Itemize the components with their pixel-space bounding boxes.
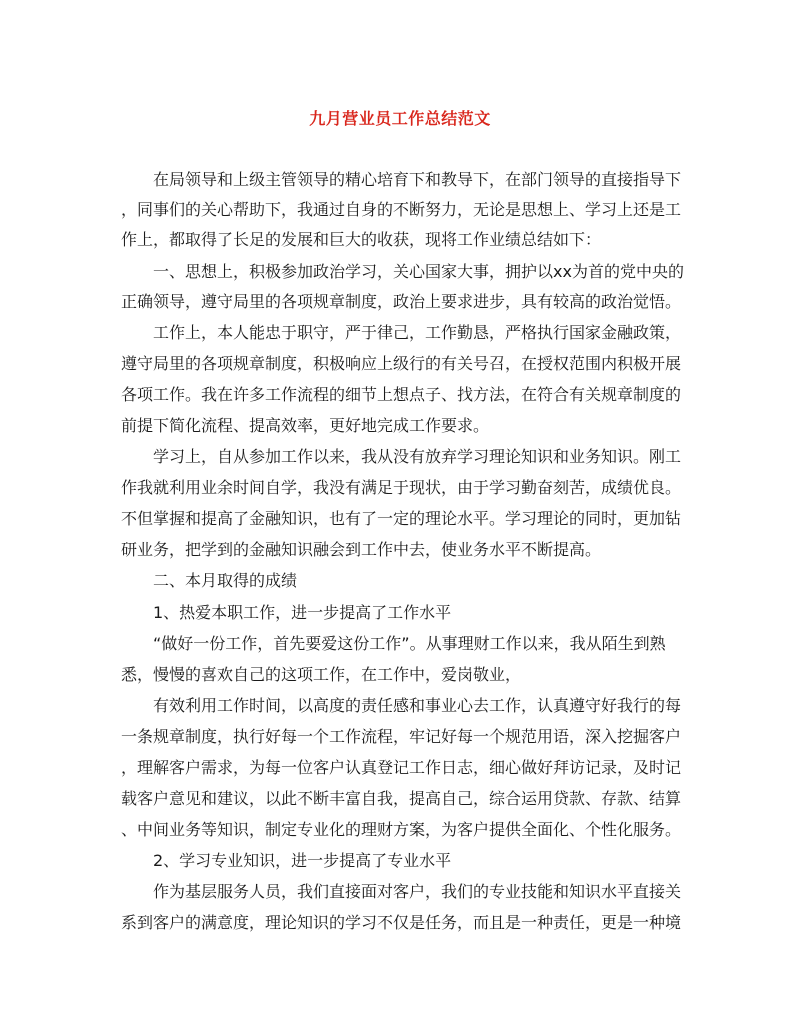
body-line-10: 学习上，自从参加工作以来，我从没有放弃学习理论知识和业务知识。刚工 [121, 447, 682, 466]
body-line-18: 有效利用工作时间，以高度的责任感和事业心去工作，认真遵守好我行的每 [121, 696, 682, 715]
body-line-5: 正确领导，遵守局里的各项规章制度，政治上要求进步，具有较高的政治觉悟。 [121, 292, 682, 311]
document-title: 九月营业员工作总结范文 [309, 109, 491, 128]
body-line-3: 作上，都取得了长足的发展和巨大的收获，现将工作业绩总结如下： [121, 230, 602, 249]
body-line-24: 作为基层服务人员，我们直接面对客户，我们的专业技能和知识水平直接关 [121, 882, 682, 901]
subheading-1: 1、热爱本职工作，进一步提高了工作水平 [121, 603, 452, 622]
body-line-20: ，理解客户需求，为每一位客户认真登记工作日志，细心做好拜访记录，及时记 [121, 758, 682, 777]
body-line-19: 一条规章制度，执行好每一个工作流程，牢记好每一个规范用语，深入挖掘客户 [121, 727, 682, 746]
body-line-22: 、中间业务等知识，制定专业化的理财方案，为客户提供全面化、个性化服务。 [121, 820, 682, 839]
body-line-16: “做好一份工作，首先要爱这份工作”。从事理财工作以来，我从陌生到熟 [121, 634, 666, 653]
body-line-1: 在局领导和上级主管领导的精心培育下和教导下，在部门领导的直接指导下 [121, 170, 682, 189]
body-line-2: ，同事们的关心帮助下，我通过自身的不断努力，无论是思想上、学习上还是工 [121, 200, 682, 219]
body-line-21: 载客户意见和建议，以此不断丰富自我，提高自己，综合运用贷款、存款、结算 [121, 789, 682, 808]
body-line-17: 悉，慢慢的喜欢自己的这项工作，在工作中，爱岗敬业， [121, 665, 522, 684]
body-line-8: 各项工作。我在许多工作流程的细节上想点子、找方法，在符合有关规章制度的 [121, 385, 682, 404]
body-line-9: 前提下简化流程、提高效率，更好地完成工作要求。 [121, 416, 490, 435]
body-line-25: 系到客户的满意度，理论知识的学习不仅是任务，而且是一种责任，更是一种境 [121, 913, 682, 932]
body-line-12: 不但掌握和提高了金融知识，也有了一定的理论水平。学习理论的同时，更加钻 [121, 509, 682, 528]
body-line-11: 作我就利用业余时间自学，我没有满足于现状，由于学习勤奋刻苦，成绩优良。 [121, 478, 682, 497]
body-line-6: 工作上，本人能忠于职守，严于律己，工作勤恳，严格执行国家金融政策， [121, 323, 682, 342]
body-line-4: 一、思想上，积极参加政治学习，关心国家大事，拥护以xx为首的党中央的 [121, 262, 684, 281]
section-heading-achievements: 二、本月取得的成绩 [121, 571, 298, 590]
subheading-2: 2、学习专业知识，进一步提高了专业水平 [121, 851, 452, 870]
body-line-13: 研业务，把学到的金融知识融会到工作中去，使业务水平不断提高。 [121, 540, 602, 559]
body-line-7: 遵守局里的各项规章制度，积极响应上级行的有关号召，在授权范围内积极开展 [121, 354, 682, 373]
